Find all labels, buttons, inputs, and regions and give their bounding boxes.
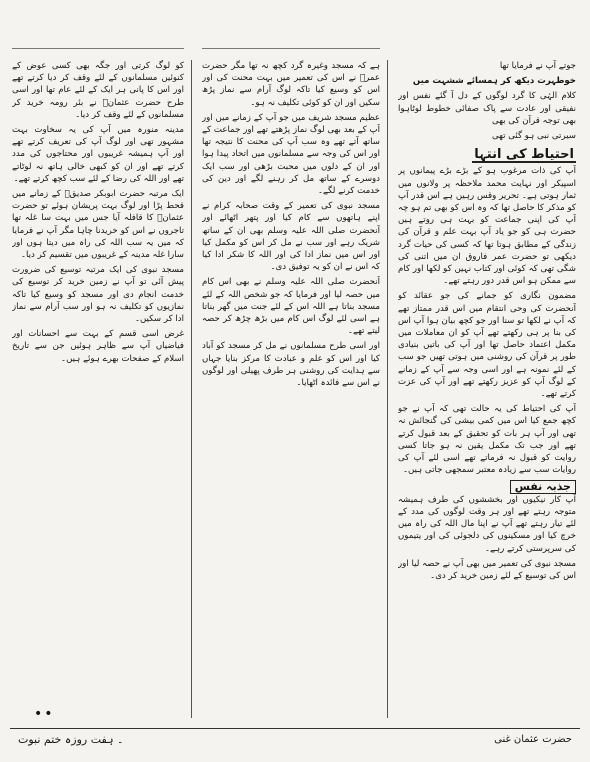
top-line-4: سیرتی نبی ہو گئی تھی <box>491 131 576 142</box>
paragraph: ایک مرتبہ حضرت ابوبکر صدیقؓ کے زمانے میں قحط پڑا اور لوگ بہت پریشان ہوئے تو حضرت عثمانؓ کا قافلہ آیا جس میں بہت سا غلہ تھا تاجروں نے اس کو خریدنا چاہا مگر آپ نے فرمایا کہ میں یہ سب اللہ کی راہ میں دیتا ہوں اور سارا غلہ مدینہ کے غریبوں میں تقسیم کر دیا۔ <box>12 189 184 261</box>
footer-publication: ۔ ہفت روزہ ختم نبوت <box>18 733 124 746</box>
top-line-2: خوطہرت دیکھ کر ہمسائے ششہت میں <box>412 76 576 87</box>
paragraph: مسجد نبوی کی ایک مرتبہ توسیع کی ضرورت پیش آئی تو آپ نے زمین خرید کر توسیع کی خدمت انجام دی اور مسجد کو وسیع کیا تاکہ نمازیوں کو تکلیف نہ ہو اور سب آرام سے نماز ادا کر سکیں۔ <box>12 265 184 325</box>
paragraph: مسجد نبوی کی تعمیر میں بھی آپ نے حصہ لیا اور اس کی توسیع کے لئے زمین خرید کر دی۔ <box>398 558 576 581</box>
column-divider <box>191 60 192 718</box>
section-heading-jazba: جذبہ نفس <box>510 480 576 494</box>
end-mark: •• <box>34 706 55 722</box>
paragraph: اور اسی طرح مسلمانوں نے مل کر مسجد کو آباد کیا اور اس کو علم و عبادت کا مرکز بنایا جہاں سے ہدایت کی روشنی ہر طرف پھیلی اور لوگوں نے اس سے فائدہ اٹھایا۔ <box>202 341 380 389</box>
paragraph: آپ کی احتیاط کی یہ حالت تھی کہ آپ نے جو کچھ جمع کیا اس میں کمی بیشی کی گنجائش نہ تھی اور آپ ہر بات کو تحقیق کے بعد قبول کرتے تھے اور جب تک مکمل یقین نہ ہو جاتا کسی روایت کو قبول نہ فرماتے تھے اسی لئے آپ کی روایات سب سے زیادہ معتبر سمجھی جاتی ہیں۔ <box>398 404 576 476</box>
paragraph: مسجد نبوی کی تعمیر کے وقت صحابہ کرام نے اپنے ہاتھوں سے کام کیا اور پتھر اٹھائے اور آنحضرت صلی اللہ علیہ وسلم بھی ان کے ساتھ شریک رہے اور سب نے مل کر اس کو مکمل کیا اور اس میں نماز ادا کی اور اللہ کا شکر ادا کیا کہ اس نے ان کو یہ توفیق دی۔ <box>202 201 380 273</box>
column-divider <box>387 60 388 718</box>
right-column <box>398 60 576 724</box>
column-top-rule <box>202 48 380 49</box>
middle-column <box>202 60 380 724</box>
paragraph: غرض اسی قسم کے بہت سے احسانات اور فیاضیاں آپ سے ظاہر ہوئیں جن سے تاریخ اسلام کے صفحات بھرے ہوئے ہیں۔ <box>12 329 184 364</box>
section-heading-ihtiyat: احتیاط کی انتہا <box>474 147 574 163</box>
paragraph: ہے کہ مسجد وغیرہ گرد کچھ نہ تھا مگر حضرت عمرؓ نے اس کی تعمیر میں بہت محنت کی اور اس کو وسیع کیا تاکہ لوگ آرام سے نماز پڑھ سکیں اور ان کو کوئی تکلیف نہ ہو۔ <box>202 61 380 108</box>
left-column <box>12 60 184 724</box>
paragraph: کو لوگ کرتی اور جگہ بھی کسی عوض کے کنوئیں مسلمانوں کے لئے وقف کر دیا کرتے تھے اور اس کا پانی ہر ایک کے لئے عام تھا اور اسی طرح حضرت عثمانؓ نے بئر رومہ خرید کر مسلمانوں کے لئے وقف کر دیا۔ <box>12 61 184 120</box>
footer-right-text: حضرت عثمان غنی <box>494 734 572 745</box>
top-line-3: کلام الہٰی کا گرد لوگوں کے دل آ گئے نفس اور نفیقی اور عادت سے پاک صفائی خطوط لوٹاہوا بھی توجہ قرآن کی بھی <box>398 91 576 126</box>
column-top-rule <box>12 48 184 49</box>
paragraph: عظیم مسجد شریف میں جو آپ کے زمانے میں اور آپ کے بعد بھی لوگ نماز پڑھتے تھے اور جماعت کے ساتھ آتے تھے وہ سب آپ کی محنت کا نتیجہ تھا اور اس کی وجہ سے مسلمانوں میں اتحاد پیدا ہوا اور ان کے دلوں میں محبت بڑھی اور سب ایک دوسرے کے ساتھ مل کر رہنے لگے اور دین کی خدمت کرنے لگے۔ <box>202 112 380 197</box>
footer-rule <box>10 728 580 729</box>
paragraph: مضمون نگاری کو جمانے کی جو عقائد کو آنحضرت کی وحی انتقام میں اس قدر ممتاز تھے کہ آپ نے لکھا تو سنا اور جو کچھ بیان ہوا آپ اس کی بنا پر ہی رکھتے تھے آپ کو ان معاملات میں مکمل اعتماد حاصل تھا اور آپ کی باتیں بنیادی طور پر قرآن کی روشنی میں ہوتی تھیں جو سب کے لئے نمونہ ہے اور اسی وجہ سے آپ کے زمانے کے لوگ آپ کو عزیز رکھتے تھے اور آپ کی عزت کرتے تھے۔ <box>398 291 576 400</box>
paragraph: آپ کار نیکیوں اور بخششوں کی طرف ہمیشہ متوجہ رہتے تھے اور ہر وقت لوگوں کی مدد کے لئے تیار رہتے تھے آپ نے اپنا مال اللہ کی راہ میں خرچ کیا اور مسکینوں کی دلجوئی کی اور یتیموں کی سرپرستی کرتے رہے۔ <box>398 494 576 554</box>
paragraph: مدینہ منورہ میں آپ کی یہ سخاوت بہت مشہور تھی اور لوگ آپ کی تعریف کرتے تھے اور آپ ہمیشہ غریبوں اور محتاجوں کی مدد کرتے تھے اور ان کو کبھی خالی ہاتھ نہ لوٹاتے تھے اور اللہ کی رضا کے لئے سب کچھ کرتے تھے۔ <box>12 125 184 184</box>
paragraph: آنحضرت صلی اللہ علیہ وسلم نے بھی اس کام میں حصہ لیا اور فرمایا کہ جو شخص اللہ کے لئے مسجد بناتا ہے اللہ اس کے لئے جنت میں گھر بناتا ہے اسی لئے لوگ اس کام میں بڑھ چڑھ کر حصہ لیتے تھے۔ <box>202 277 380 337</box>
paragraph: آپ کی ذات مرغوب ہو کے بڑے بڑے پیمانوں پر اسپیکر اور نہایت محمد ملاحظہ پر ولانوں میں ثمار ہوتی ہے۔ تحریر وقس رہیں ہے اس قدر آپ کو مذکر کا حاصل تھا کہ وہ اس کو بھی تم ہو چہ آپ کی اپنی جماعت کو بہت ہی روتے ہیں حضرت ہی کو جو یاد آپ بہت علم و قرآن کی زندگی کے مطابق ہوتا تھا کہ کسی کی حیات گرد دیکھی تو حضرت عمر فاروق ان میں اتنی کی شگی تھی کہ کوئی اور کتاب نہیں کو لکھا اور کام سے ممکن ہو اس قدر دور رہتے تھے۔ <box>398 166 576 287</box>
top-line-1: جوتے آپ نے فرمایا تھا <box>499 61 576 71</box>
